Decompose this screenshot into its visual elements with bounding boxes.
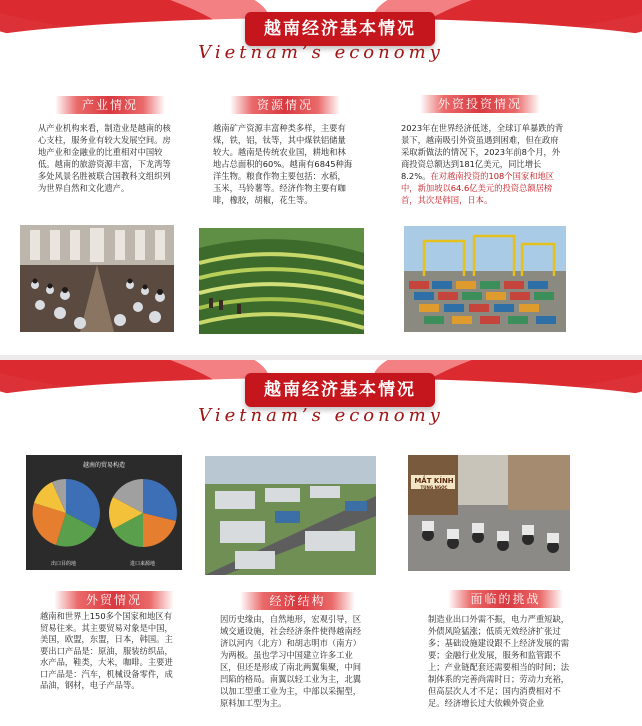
section-label-challenges: 面临的挑战 <box>448 590 563 608</box>
challenges-text: 制造业出口外需不振，电力严重短缺，外债风险猛涨；低质无效经济扩张过多；基础设施建设跟不上经济发展的需要；金融行业发展，服务和监管跟不上；产业链配套还需要相当的时间；法制体系的完善尚需时日；劳动力充裕，但高层次人才不足；国内消费相对不足。经济增长过大依赖外资企业 <box>428 614 570 708</box>
industrial-park-photo <box>205 456 376 575</box>
pie-image-caption: 越南的贸易构造 <box>82 462 125 469</box>
fdi-highlight-text: 在对越南投资的108个国家和地区中，新加坡以64.6亿美元的投资总额居榜首，其次是韩国，日本。 <box>401 171 555 205</box>
slide-title: 越南经济基本情况 <box>245 373 435 407</box>
street-traffic-photo <box>408 455 570 571</box>
container-port-photo <box>404 226 566 332</box>
slide-subtitle: Vietnam’s economy <box>198 405 444 426</box>
section-label-trade: 外贸情况 <box>54 591 174 609</box>
section-label-industry: 产业情况 <box>55 96 165 114</box>
rice-terrace-photo <box>199 228 364 334</box>
trade-text: 越南和世界上150多个国家和地区有贸易往来。其主要贸易对象是中国，美国，欧盟，东盟，日本，韩国。主要出口产品是：原油，服装纺织品，水产品，鞋类，大米，咖啡。主要进口产品是：汽车，机械设备零件，成品油，钢材，电子产品等。 <box>40 611 173 690</box>
industry-text: 从产业机构来看，制造业是越南的核心支柱，服务业有较大发展空间。房地产业和金融业的比重相对中国较低。越南的旅游资源丰富，下龙湾等多处风景名胜被联合国教科文组织列为世界自然和文化遗产。 <box>38 123 171 193</box>
section-label-fdi: 外资投资情况 <box>420 95 540 113</box>
pie-right-label: 进口来源地 <box>130 561 156 567</box>
section-label-resources: 资源情况 <box>230 96 340 114</box>
slide-1 <box>0 0 642 355</box>
resources-text: 越南矿产资源丰富种类多样，主要有煤，铁，铝，钛等，其中煤铁铝储量较大。越南是传统农业国，耕地和林地占总面积的60%。越南有6845种海洋生物。粮食作物主要包括：水稻，玉米，马铃薯等。经济作物主要有咖啡，橡胶，胡椒，花生等。 <box>213 123 353 205</box>
pie-left-label: 出口目的地 <box>51 561 77 567</box>
section-label-structure: 经济结构 <box>240 592 355 610</box>
structure-text: 因历史缘由，自然地形，宏观引导，区域交通设施，社会经济条件使得越南经济以河内（北方）和胡志明市（南方）为两极。虽也学习中国建立许多工业区，但还是形成了南北两翼集聚，中间凹陷的格局。南翼以轻工业为主，北翼以加工型重工业为主，中部以采掘型，原料加工型为主。 <box>220 614 362 708</box>
trade-structure-pie-image <box>26 455 182 570</box>
factory-photo <box>20 225 174 332</box>
shop-sign-text: MẮT KÍNH TÙNG NGỌC <box>414 477 454 490</box>
slide-2 <box>0 360 642 726</box>
slide-subtitle: Vietnam’s economy <box>198 42 444 63</box>
fdi-text: 2023年在世界经济低迷，全球订单暴跌的背景下，越南吸引外资虽遇到困难，但在政府采取新做法的情况下，2023年前8个月，外商投资总额达到181亿美元，同比增长8.2%。在对越南投资的108个国家和地区中，新加坡以64.6亿美元的投资总额居榜首，其次是韩国，日本。 <box>401 123 564 205</box>
slide-title: 越南经济基本情况 <box>245 12 435 46</box>
